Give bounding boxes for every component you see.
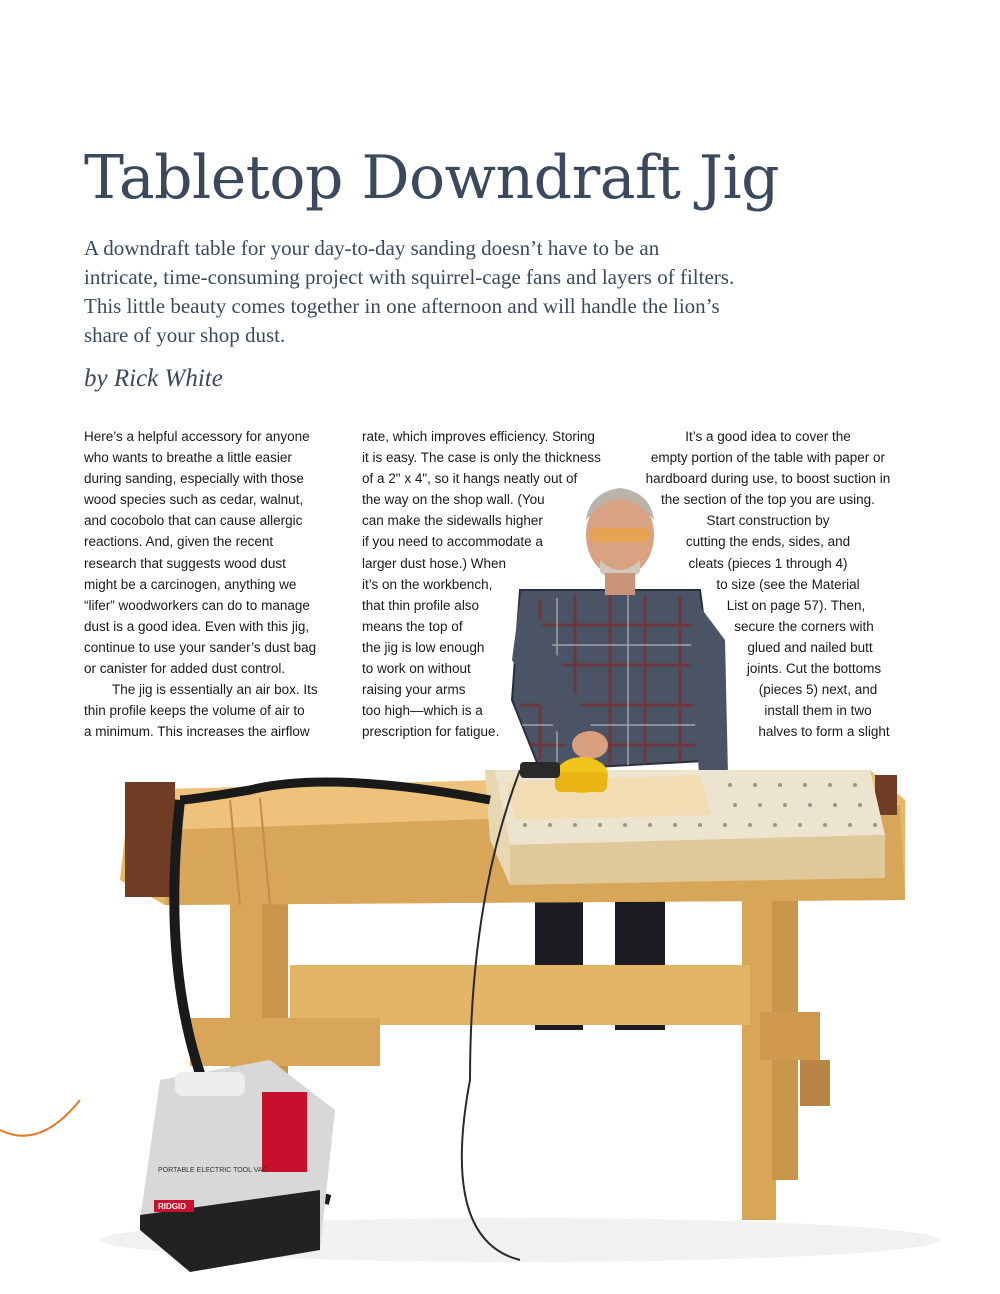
- body-line: The jig is essentially an air box. Its: [112, 682, 318, 698]
- downdraft-jig: [485, 757, 885, 885]
- body-line: hardboard during use, to boost suction in: [645, 471, 891, 487]
- body-line: to work on without: [362, 661, 471, 677]
- article-title: Tabletop Downdraft Jig: [84, 143, 780, 213]
- body-line: to size (see the Material: [716, 576, 860, 592]
- body-line: can make the sidewalls higher: [362, 513, 543, 529]
- body-line: and cocobolo that can cause allergic: [84, 513, 303, 529]
- deck-line: This little beauty comes together in one afternoon and will handle the lion’s: [84, 294, 720, 318]
- body-line: cutting the ends, sides, and: [685, 534, 851, 550]
- article-deck: [84, 234, 814, 350]
- body-line: the section of the top you are using.: [661, 492, 875, 508]
- body-column-3: [640, 426, 896, 742]
- body-line: raising your arms: [362, 682, 466, 698]
- body-line: might be a carcinogen, anything we: [84, 576, 297, 592]
- body-line: continue to use your sander’s dust bag: [84, 639, 317, 655]
- body-line: if you need to accommodate a: [362, 534, 543, 550]
- body-line: reactions. And, given the recent: [84, 534, 274, 550]
- body-line: the jig is low enough: [362, 639, 485, 655]
- body-line: joints. Cut the bottoms: [746, 661, 882, 677]
- body-line: prescription for fatigue.: [362, 724, 500, 740]
- deck-line: intricate, time-consuming project with squirrel-cage fans and layers of filters.: [84, 265, 735, 289]
- body-line: too high—which is a: [362, 703, 483, 719]
- body-line: It’s a good idea to cover the: [685, 429, 851, 444]
- body-line: (pieces 5) next, and: [758, 682, 878, 698]
- body-line: Here’s a helpful accessory for anyone: [84, 429, 310, 444]
- body-line: “lifer” woodworkers can do to manage: [84, 597, 310, 613]
- body-line: it is easy. The case is only the thickness: [362, 450, 601, 466]
- shop-vac: [140, 1060, 335, 1272]
- body-line: halves to form a slight: [758, 724, 890, 740]
- body-line: wood species such as cedar, walnut,: [84, 492, 304, 508]
- body-line: rate, which improves efficiency. Storing: [362, 429, 595, 444]
- body-line: means the top of: [362, 618, 463, 634]
- vac-label-text: PORTABLE ELECTRIC TOOL VAC: [158, 1167, 268, 1174]
- body-line: research that suggests wood dust: [84, 555, 286, 571]
- deck-line: share of your shop dust.: [84, 323, 286, 347]
- byline: by Rick White: [84, 365, 223, 392]
- body-line: larger dust hose.) When: [362, 555, 507, 571]
- body-line: thin profile keeps the volume of air to: [84, 703, 305, 719]
- body-line: secure the corners with: [734, 618, 874, 634]
- body-line: who wants to breathe a little easier: [84, 450, 292, 466]
- body-line: or canister for added dust control.: [84, 661, 286, 677]
- body-line: that thin profile also: [362, 597, 480, 613]
- body-line: the way on the shop wall. (You: [362, 492, 545, 508]
- body-column-2: [362, 426, 601, 742]
- vac-brand-text: RIDGID: [158, 1202, 186, 1211]
- body-line: Start construction by: [706, 513, 830, 529]
- body-line: cleats (pieces 1 through 4): [688, 555, 848, 571]
- deck-line: A downdraft table for your day-to-day sanding doesn’t have to be an: [84, 236, 660, 260]
- body-line: of a 2" x 4", so it hangs neatly out of: [362, 471, 578, 487]
- body-line: during sanding, especially with those: [84, 471, 304, 487]
- body-line: a minimum. This increases the airflow: [84, 724, 310, 740]
- body-line: install them in two: [764, 703, 872, 719]
- body-line: List on page 57). Then,: [726, 597, 866, 613]
- body-line: it’s on the workbench,: [362, 576, 493, 592]
- body-column-1: [84, 426, 318, 742]
- body-line: empty portion of the table with paper or: [650, 450, 886, 466]
- body-line: glued and nailed butt: [747, 639, 873, 655]
- body-line: dust is a good idea. Even with this jig,: [84, 618, 310, 634]
